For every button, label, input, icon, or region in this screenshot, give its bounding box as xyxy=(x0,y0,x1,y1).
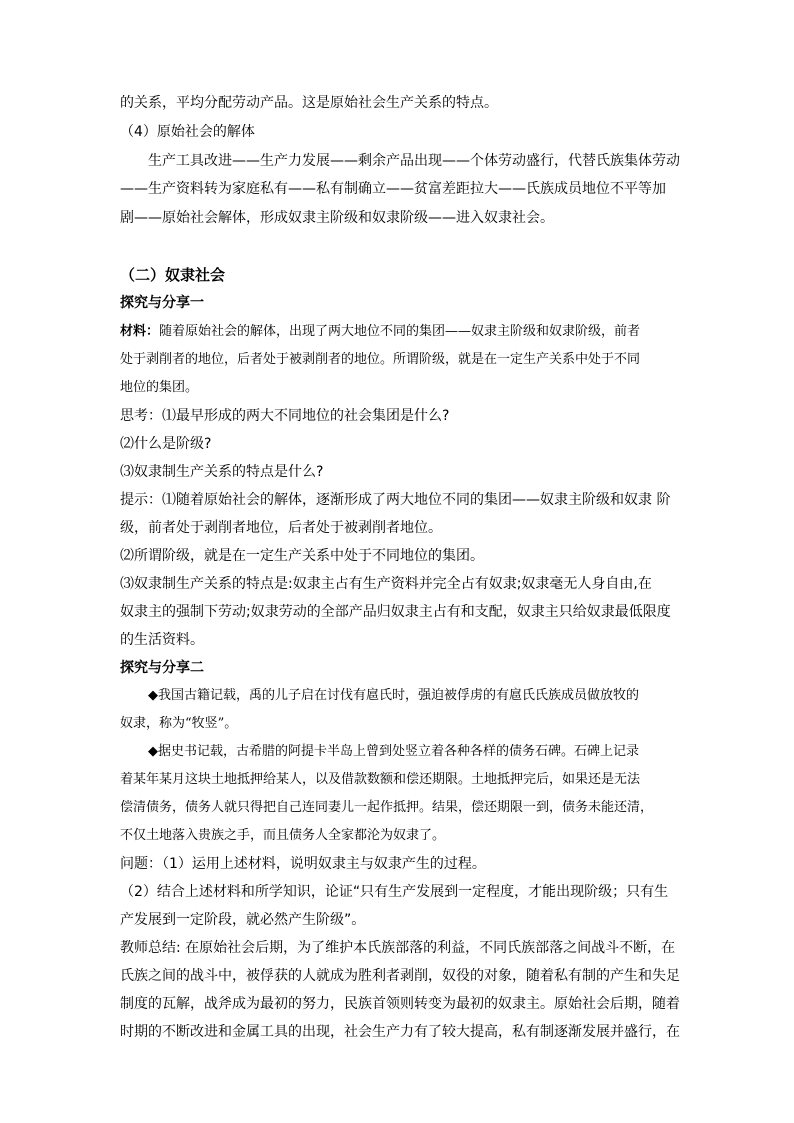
material-text: 随着原始社会的解体，出现了两大地位不同的集团——奴隶主阶级和奴隶阶级，前者 xyxy=(159,324,641,339)
hint-line: 奴隶主的强制下劳动;奴隶劳动的全部产品归奴隶主占有和支配，奴隶主只给奴隶最低限度 xyxy=(120,604,671,620)
question-line: 思考：⑴最早形成的两大不同地位的社会集团是什么? xyxy=(120,408,450,424)
text-line: 剧——原始社会解体，形成奴隶主阶级和奴隶阶级——进入奴隶社会。 xyxy=(120,210,554,226)
text-line: ◆我国古籍记载，禹的儿子启在讨伐有扈氏时，强迫被俘虏的有扈氏氏族成员做放牧的 xyxy=(148,688,639,703)
text-line: 处于剥削者的地位，后者处于被剥削者的地位。所谓阶级，就是在一定生产关系中处于不同 xyxy=(120,352,641,367)
hint-line: ⑶奴隶制生产关系的特点是:奴隶主占有生产资料并完全占有奴隶;奴隶毫无人身自由,在 xyxy=(120,576,652,592)
text-line: 地位的集团。 xyxy=(120,380,199,395)
question-line: 产发展到一定阶段，就必然产生阶级”。 xyxy=(120,912,366,928)
question-line: （2）结合上述材料和所学知识，论证“只有生产发展到一定程度，才能出现阶级；只有生 xyxy=(120,884,669,900)
text-line: 奴隶，称为“牧竖”。 xyxy=(120,716,238,731)
material-label: 材料： xyxy=(120,324,160,339)
text-line: 的关系，平均分配劳动产品。这是原始社会生产关系的特点。 xyxy=(120,95,498,111)
summary-line: 教师总结: 在原始社会后期，为了维护本氏族部落的利益，不同氏族部落之间战斗不断，在 xyxy=(120,940,676,956)
material-paragraph-line xyxy=(120,323,640,341)
hint-line: 提示：⑴随着原始社会的解体，逐渐形成了两大地位不同的集团——奴隶主阶级和奴隶 阶 xyxy=(120,492,671,508)
summary-line: 制度的瓦解，战斧成为最初的努力，民族首领则转变为最初的奴隶主。原始社会后期，随着 xyxy=(120,996,680,1012)
question-line: ⑵什么是阶级? xyxy=(120,436,212,452)
text-line: 不仅土地落入贵族之手，而且债务人全家都沦为奴隶了。 xyxy=(120,828,446,843)
subheading-explore-share-1: 探究与分享一 xyxy=(120,295,204,311)
hint-line: ⑵所谓阶级，就是在一定生产关系中处于不同地位的集团。 xyxy=(120,548,484,564)
section-heading-slave-society: （二）奴隶社会 xyxy=(120,266,226,284)
text-line: ——生产资料转为家庭私有——私有制确立——贫富差距拉大——氏族成员地位不平等加 xyxy=(120,181,666,197)
question-line: 问题：（1）运用上述材料，说明奴隶主与奴隶产生的过程。 xyxy=(120,856,486,872)
text-line: 生产工具改进——生产力发展——剩余产品出现——个体劳动盛行，代替氏族集体劳动 xyxy=(148,153,680,169)
hint-line: 的生活资料。 xyxy=(120,632,204,648)
hint-line: 级，前者处于剥削者地位，后者处于被剥削者地位。 xyxy=(120,520,442,536)
summary-line: 氏族之间的战斗中，被俘获的人就成为胜利者剥削，奴役的对象，随着私有制的产生和失足 xyxy=(120,968,680,984)
text-line: ◆据史书记载，古希腊的阿提卡半岛上曾到处竖立着各种各样的债务石碑。石碑上记录 xyxy=(148,744,639,759)
text-line: 着某年某月这块土地抵押给某人，以及借款数额和偿还期限。土地抵押完后，如果还是无法 xyxy=(120,772,641,787)
subheading-explore-share-2: 探究与分享二 xyxy=(120,660,204,676)
summary-line: 时期的不断改进和金属工具的出现，社会生产力有了较大提高，私有制逐渐发展并盛行，在 xyxy=(120,1024,680,1040)
text-line: 偿清债务，债务人就只得把自己连同妻儿一起作抵押。结果，偿还期限一到，债务未能还清， xyxy=(120,800,654,815)
question-line: ⑶奴隶制生产关系的特点是什么? xyxy=(120,464,324,480)
subheading-disintegration: （4）原始社会的解体 xyxy=(120,124,255,140)
